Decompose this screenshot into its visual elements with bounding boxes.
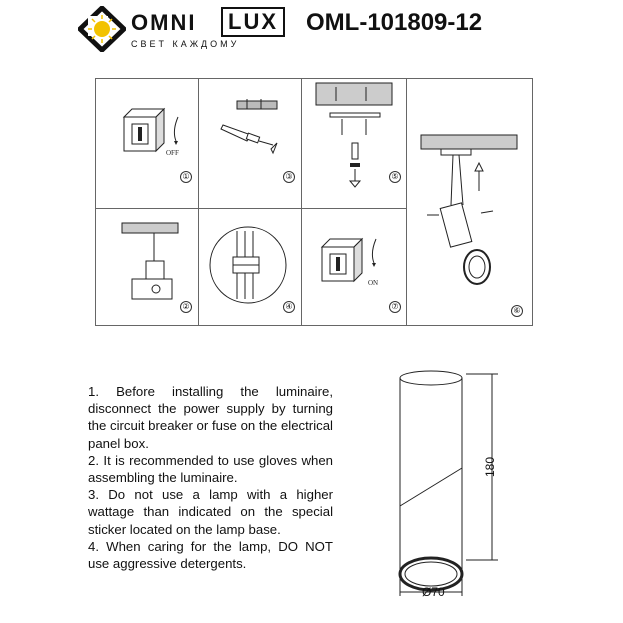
- step-5-number: ⑤: [389, 171, 401, 183]
- brand-logo: [78, 6, 288, 52]
- step-2-number: ②: [180, 301, 192, 313]
- step-5-panel: [302, 79, 407, 209]
- instruction-4: 4. When caring for the lamp, DO NOT use aggressive detergents.: [88, 538, 333, 572]
- installation-steps-grid: [95, 78, 533, 326]
- step-7-number: ⑦: [389, 301, 401, 313]
- cylinder-spotlight-drawing: [380, 360, 520, 600]
- instruction-1: 1. Before installing the luminaire, disconnect the power supply by turning the circuit breaker or fuse on the electrical panel box.: [88, 384, 333, 451]
- safety-instructions: [88, 383, 333, 572]
- step-3-panel: [199, 79, 302, 209]
- ceiling-mount-bracket-icon: [302, 79, 407, 209]
- height-dimension-label: 180: [483, 456, 498, 478]
- step-3-number: ③: [283, 171, 295, 183]
- step-6-number: ⑥: [511, 305, 523, 317]
- step-1-caption: OFF: [166, 149, 179, 157]
- power-switch-off-icon: [96, 79, 199, 209]
- luminaire-assembly-icon: [407, 79, 532, 325]
- diameter-dimension-label: Ø70: [422, 585, 445, 599]
- step-1-number: ①: [180, 171, 192, 183]
- instruction-2: 2. It is recommended to use gloves when assembling the luminaire.: [88, 452, 333, 486]
- logo-diamond-icon: [78, 6, 126, 52]
- step-2-panel: [96, 209, 199, 325]
- step-1-panel: [96, 79, 199, 209]
- brand-tagline: СВЕТ КАЖДОМУ: [131, 39, 240, 49]
- instruction-3: 3. Do not use a lamp with a higher wattage than indicated on the special sticker located on the lamp base.: [88, 487, 333, 537]
- step-4-number: ④: [283, 301, 295, 313]
- drill-icon: [199, 79, 302, 209]
- model-number: OML-101809-12: [306, 9, 483, 36]
- brand-name-lux: LUX: [221, 7, 285, 37]
- step-7-panel: [302, 209, 407, 325]
- step-6-panel: [407, 79, 532, 325]
- step-4-panel: [199, 209, 302, 325]
- brand-name-omni: OMNI: [131, 10, 197, 35]
- product-dimension-drawing: [380, 360, 520, 600]
- step-7-caption: ON: [368, 279, 379, 287]
